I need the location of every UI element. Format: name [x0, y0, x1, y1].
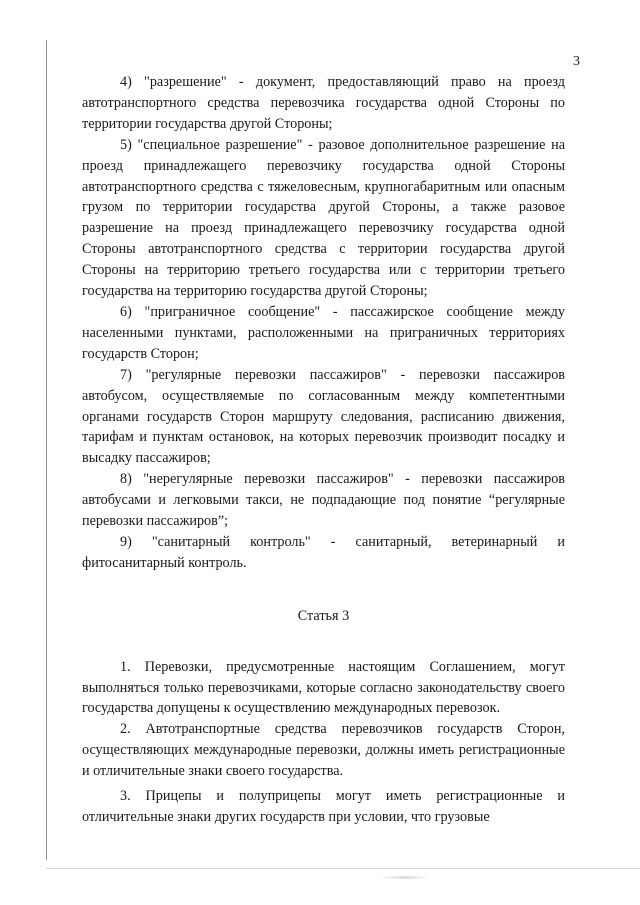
document-body [82, 72, 565, 828]
scan-artifact [380, 876, 430, 879]
page-number: 3 [573, 54, 580, 69]
definition-paragraph-5: 5) "специальное разрешение" - разовое дополнительное разрешение на проезд принадлежащего перевозчику государства одной Стороны автотранспортного средства с тяжеловесным, крупногабаритным или опасным грузом по территории государства другой Стороны, а также разовое разрешение на проезд принадлежащего перевозчику государства одной Стороны автотранспортного средства с территории государства другой Стороны на территорию третьего государства или с территории третьего государства на территорию государства другой Стороны; [82, 136, 565, 300]
article-heading: Статья 3 [297, 607, 350, 624]
article-paragraph-1: 1. Перевозки, предусмотренные настоящим Соглашением, могут выполняться только перевозчиками, которые согласно законодательству своего государства допущены к осуществлению международных перевозок. [82, 658, 565, 717]
article-paragraph-2: 2. Автотранспортные средства перевозчиков государств Сторон, осуществляющих международные перевозки, должны иметь регистрационные и отличительные знаки своего государства. [82, 721, 565, 780]
article-paragraph-3: 3. Прицепы и полуприцепы могут иметь регистрационные и отличительные знаки других государств при условии, что грузовые [82, 788, 565, 825]
definition-paragraph-6: 6) "приграничное сообщение" - пассажирское сообщение между населенными пунктами, расположенными на приграничных территориях государств Сторон; [82, 303, 565, 362]
definition-paragraph-9: 9) "санитарный контроль" - санитарный, ветеринарный и фитосанитарный контроль. [82, 533, 565, 571]
definition-paragraph-7: 7) "регулярные перевозки пассажиров" - перевозки пассажиров автобусом, осуществляемые по согласованным между компетентными органами государств Сторон маршруту следования, расписанию движения, тарифам и пунктам остановок, на которых перевозчик производит посадку и высадку пассажиров; [82, 366, 565, 467]
definition-paragraph-4: 4) "разрешение" - документ, предоставляющий право на проезд автотранспортного средства перевозчика государства одной Стороны по территории государства другой Стороны; [82, 74, 565, 132]
scan-edge-left [46, 40, 47, 860]
scan-edge-bottom [46, 868, 640, 869]
definition-paragraph-8: 8) "нерегулярные перевозки пассажиров" - перевозки пассажиров автобусами и легковыми такси, не подпадающие под понятие “регулярные перевозки пассажиров”; [82, 471, 565, 530]
